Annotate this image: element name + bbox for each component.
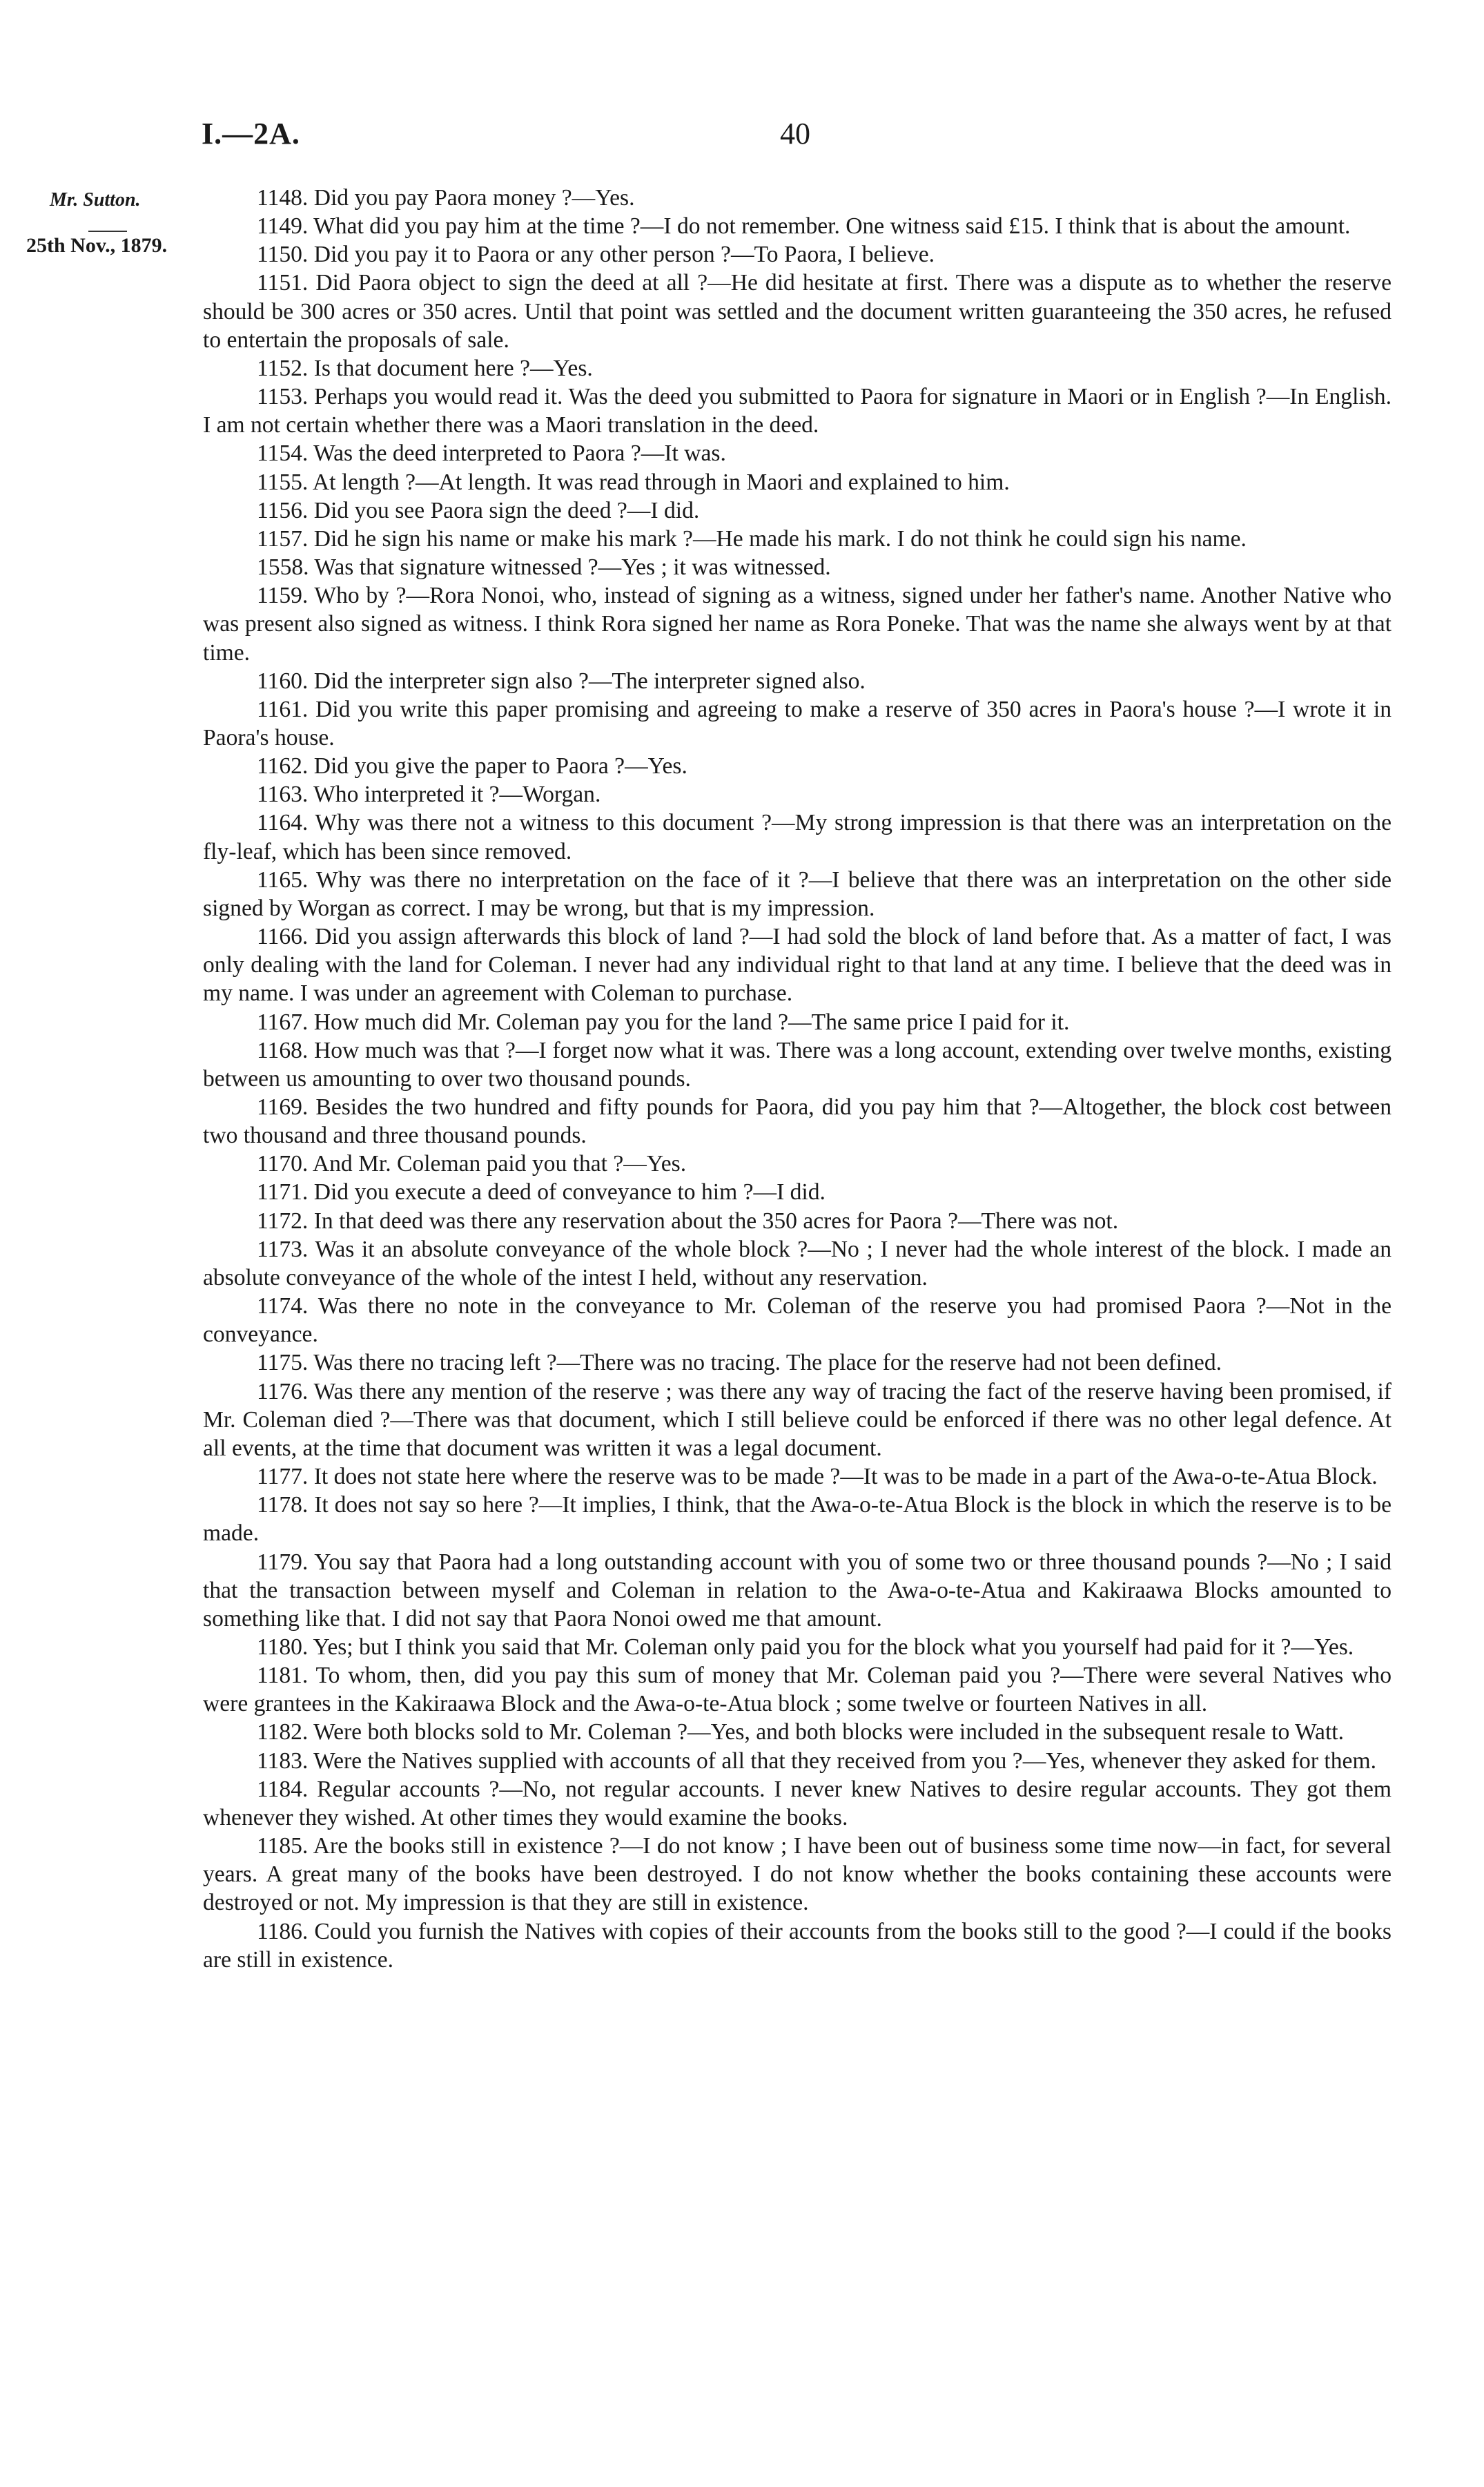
testimony-entry: 1186. Could you furnish the Natives with copies of their accounts from the books still to the good ?—I could if the books are still in existence. (203, 1918, 1392, 1973)
testimony-entry: 1162. Did you give the paper to Paora ?—Yes. (257, 753, 687, 780)
testimony-entry: 1161. Did you write this paper promising and agreeing to make a reserve of 350 acres in Paora's house ?—I wrote it in Paora's house. (203, 696, 1392, 751)
margin-witness-name: Mr. Sutton. (50, 189, 141, 211)
testimony-entry: 1178. It does not say so here ?—It implies, I think, that the Awa-o-te-Atua Block is the block in which the reserve is to be made. (203, 1492, 1392, 1547)
testimony-entry: 1180. Yes; but I think you said that Mr. Coleman only paid you for the block what you yourself had paid for it ?—Yes. (257, 1634, 1354, 1660)
testimony-entry: 1163. Who interpreted it ?—Worgan. (257, 782, 601, 808)
testimony-entry: 1160. Did the interpreter sign also ?—The interpreter signed also. (257, 668, 866, 694)
testimony-entry: 1177. It does not state here where the reserve was to be made ?—It was to be made in a part of the Awa-o-te-Atua Block. (257, 1464, 1378, 1490)
document-reference: I.—2A. (202, 117, 300, 151)
testimony-entry: 1155. At length ?—At length. It was read through in Maori and explained to him. (257, 469, 1010, 495)
testimony-entry: 1156. Did you see Paora sign the deed ?—I did. (257, 497, 700, 523)
testimony-entry: 1184. Regular accounts ?—No, not regular accounts. I never knew Natives to desire regular accounts. They got them whenever they wished. At other times they would examine the books. (203, 1776, 1392, 1830)
testimony-entry: 1185. Are the books still in existence ?—I do not know ; I have been out of business some time now—in fact, for several years. A great many of the books have been destroyed. I do not know whether the books containing these accounts were destroyed or not. My impression is that they are still in existence. (203, 1833, 1392, 1916)
testimony-entry: 1175. Was there no tracing left ?—There was no tracing. The place for the reserve had not been defined. (257, 1350, 1222, 1376)
testimony-entry: 1152. Is that document here ?—Yes. (257, 355, 593, 381)
testimony-entry: 1168. How much was that ?—I forget now what it was. There was a long account, extending over twelve months, existing between us amounting to over two thousand pounds. (203, 1037, 1392, 1092)
testimony-entry: 1167. How much did Mr. Coleman pay you for the land ?—The same price I paid for it. (257, 1009, 1070, 1035)
testimony-entry: 1159. Who by ?—Rora Nonoi, who, instead of signing as a witness, signed under her father's name. Another Native who was present also signed as witness. I think Rora signed her name as Rora Poneke. That was the name she always went by at that time. (203, 583, 1392, 666)
testimony-entry: 1183. Were the Natives supplied with accounts of all that they received from you ?—Yes, whenever they asked for them. (257, 1748, 1376, 1774)
testimony-entry: 1172. In that deed was there any reservation about the 350 acres for Paora ?—There was not. (257, 1208, 1119, 1234)
margin-divider (88, 231, 127, 232)
testimony-entry: 1176. Was there any mention of the reserve ; was there any way of tracing the fact of the reserve having been promised, if Mr. Coleman died ?—There was that document, which I still believe could be enforced if there was no other legal defence. At all events, at the time that document was written it was a legal document. (203, 1378, 1392, 1461)
testimony-entry: 1154. Was the deed interpreted to Paora ?—It was. (257, 441, 726, 467)
testimony-entry: 1173. Was it an absolute conveyance of the whole block ?—No ; I never had the whole interest of the block. I made an absolute conveyance of the whole of the intest I held, without any reservation. (203, 1236, 1392, 1290)
testimony-entry: 1181. To whom, then, did you pay this sum of money that Mr. Coleman paid you ?—There were several Natives who were grantees in the Kakiraawa Block and the Awa-o-te-Atua block ; some twelve or fourteen Natives in all. (203, 1663, 1392, 1717)
testimony-entry: 1182. Were both blocks sold to Mr. Coleman ?—Yes, and both blocks were included in the subsequent resale to Watt. (257, 1719, 1345, 1745)
testimony-entry: 1164. Why was there not a witness to this document ?—My strong impression is that there was an interpretation on the fly-leaf, which has been since removed. (203, 810, 1392, 864)
testimony-entry: 1150. Did you pay it to Paora or any other person ?—To Paora, I believe. (257, 242, 935, 268)
testimony-entry: 1166. Did you assign afterwards this block of land ?—I had sold the block of land before that. As a matter of fact, I was only dealing with the land for Coleman. I never had any individual right to that land at any time. I believe that the deed was in my name. I was under an agreement with Coleman to purchase. (203, 924, 1392, 1007)
page-number: 40 (780, 117, 810, 151)
testimony-entry: 1151. Did Paora object to sign the deed at all ?—He did hesitate at first. There was a dispute as to whether the reserve should be 300 acres or 350 acres. Until that point was settled and the document written guaranteeing the 350 acres, he refused to entertain the proposals of sale. (203, 270, 1392, 353)
testimony-entry: 1171. Did you execute a deed of conveyance to him ?—I did. (257, 1179, 826, 1206)
testimony-entry: 1170. And Mr. Coleman paid you that ?—Yes. (257, 1151, 687, 1177)
testimony-entry: 1169. Besides the two hundred and fifty pounds for Paora, did you pay him that ?—Altogether, the block cost between two thousand and three thousand pounds. (203, 1094, 1392, 1149)
testimony-body (203, 184, 1392, 1974)
testimony-entry: 1153. Perhaps you would read it. Was the deed you submitted to Paora for signature in Maori or in English ?—In English. I am not certain whether there was a Maori translation in the deed. (203, 384, 1392, 438)
testimony-entry: 1165. Why was there no interpretation on the face of it ?—I believe that there was an interpretation on the other side signed by Worgan as correct. I may be wrong, but that is my impression. (203, 867, 1392, 921)
testimony-entry: 1157. Did he sign his name or make his mark ?—He made his mark. I do not think he could sign his name. (257, 525, 1247, 552)
testimony-entry: 1558. Was that signature witnessed ?—Yes ; it was witnessed. (257, 554, 831, 581)
testimony-entry: 1148. Did you pay Paora money ?—Yes. (257, 185, 635, 211)
testimony-entry: 1179. You say that Paora had a long outstanding account with you of some two or three thousand pounds ?—No ; I said that the transaction between myself and Coleman in relation to the Awa-o-te-Atua and Kakiraawa Blocks amounted to something like that. I did not say that Paora Nonoi owed me that amount. (203, 1549, 1392, 1632)
margin-date: 25th Nov., 1879. (26, 234, 168, 257)
testimony-entry: 1174. Was there no note in the conveyance to Mr. Coleman of the reserve you had promised Paora ?—Not in the conveyance. (203, 1293, 1392, 1348)
testimony-entry: 1149. What did you pay him at the time ?—I do not remember. One witness said £15. I think that is about the amount. (257, 213, 1351, 240)
